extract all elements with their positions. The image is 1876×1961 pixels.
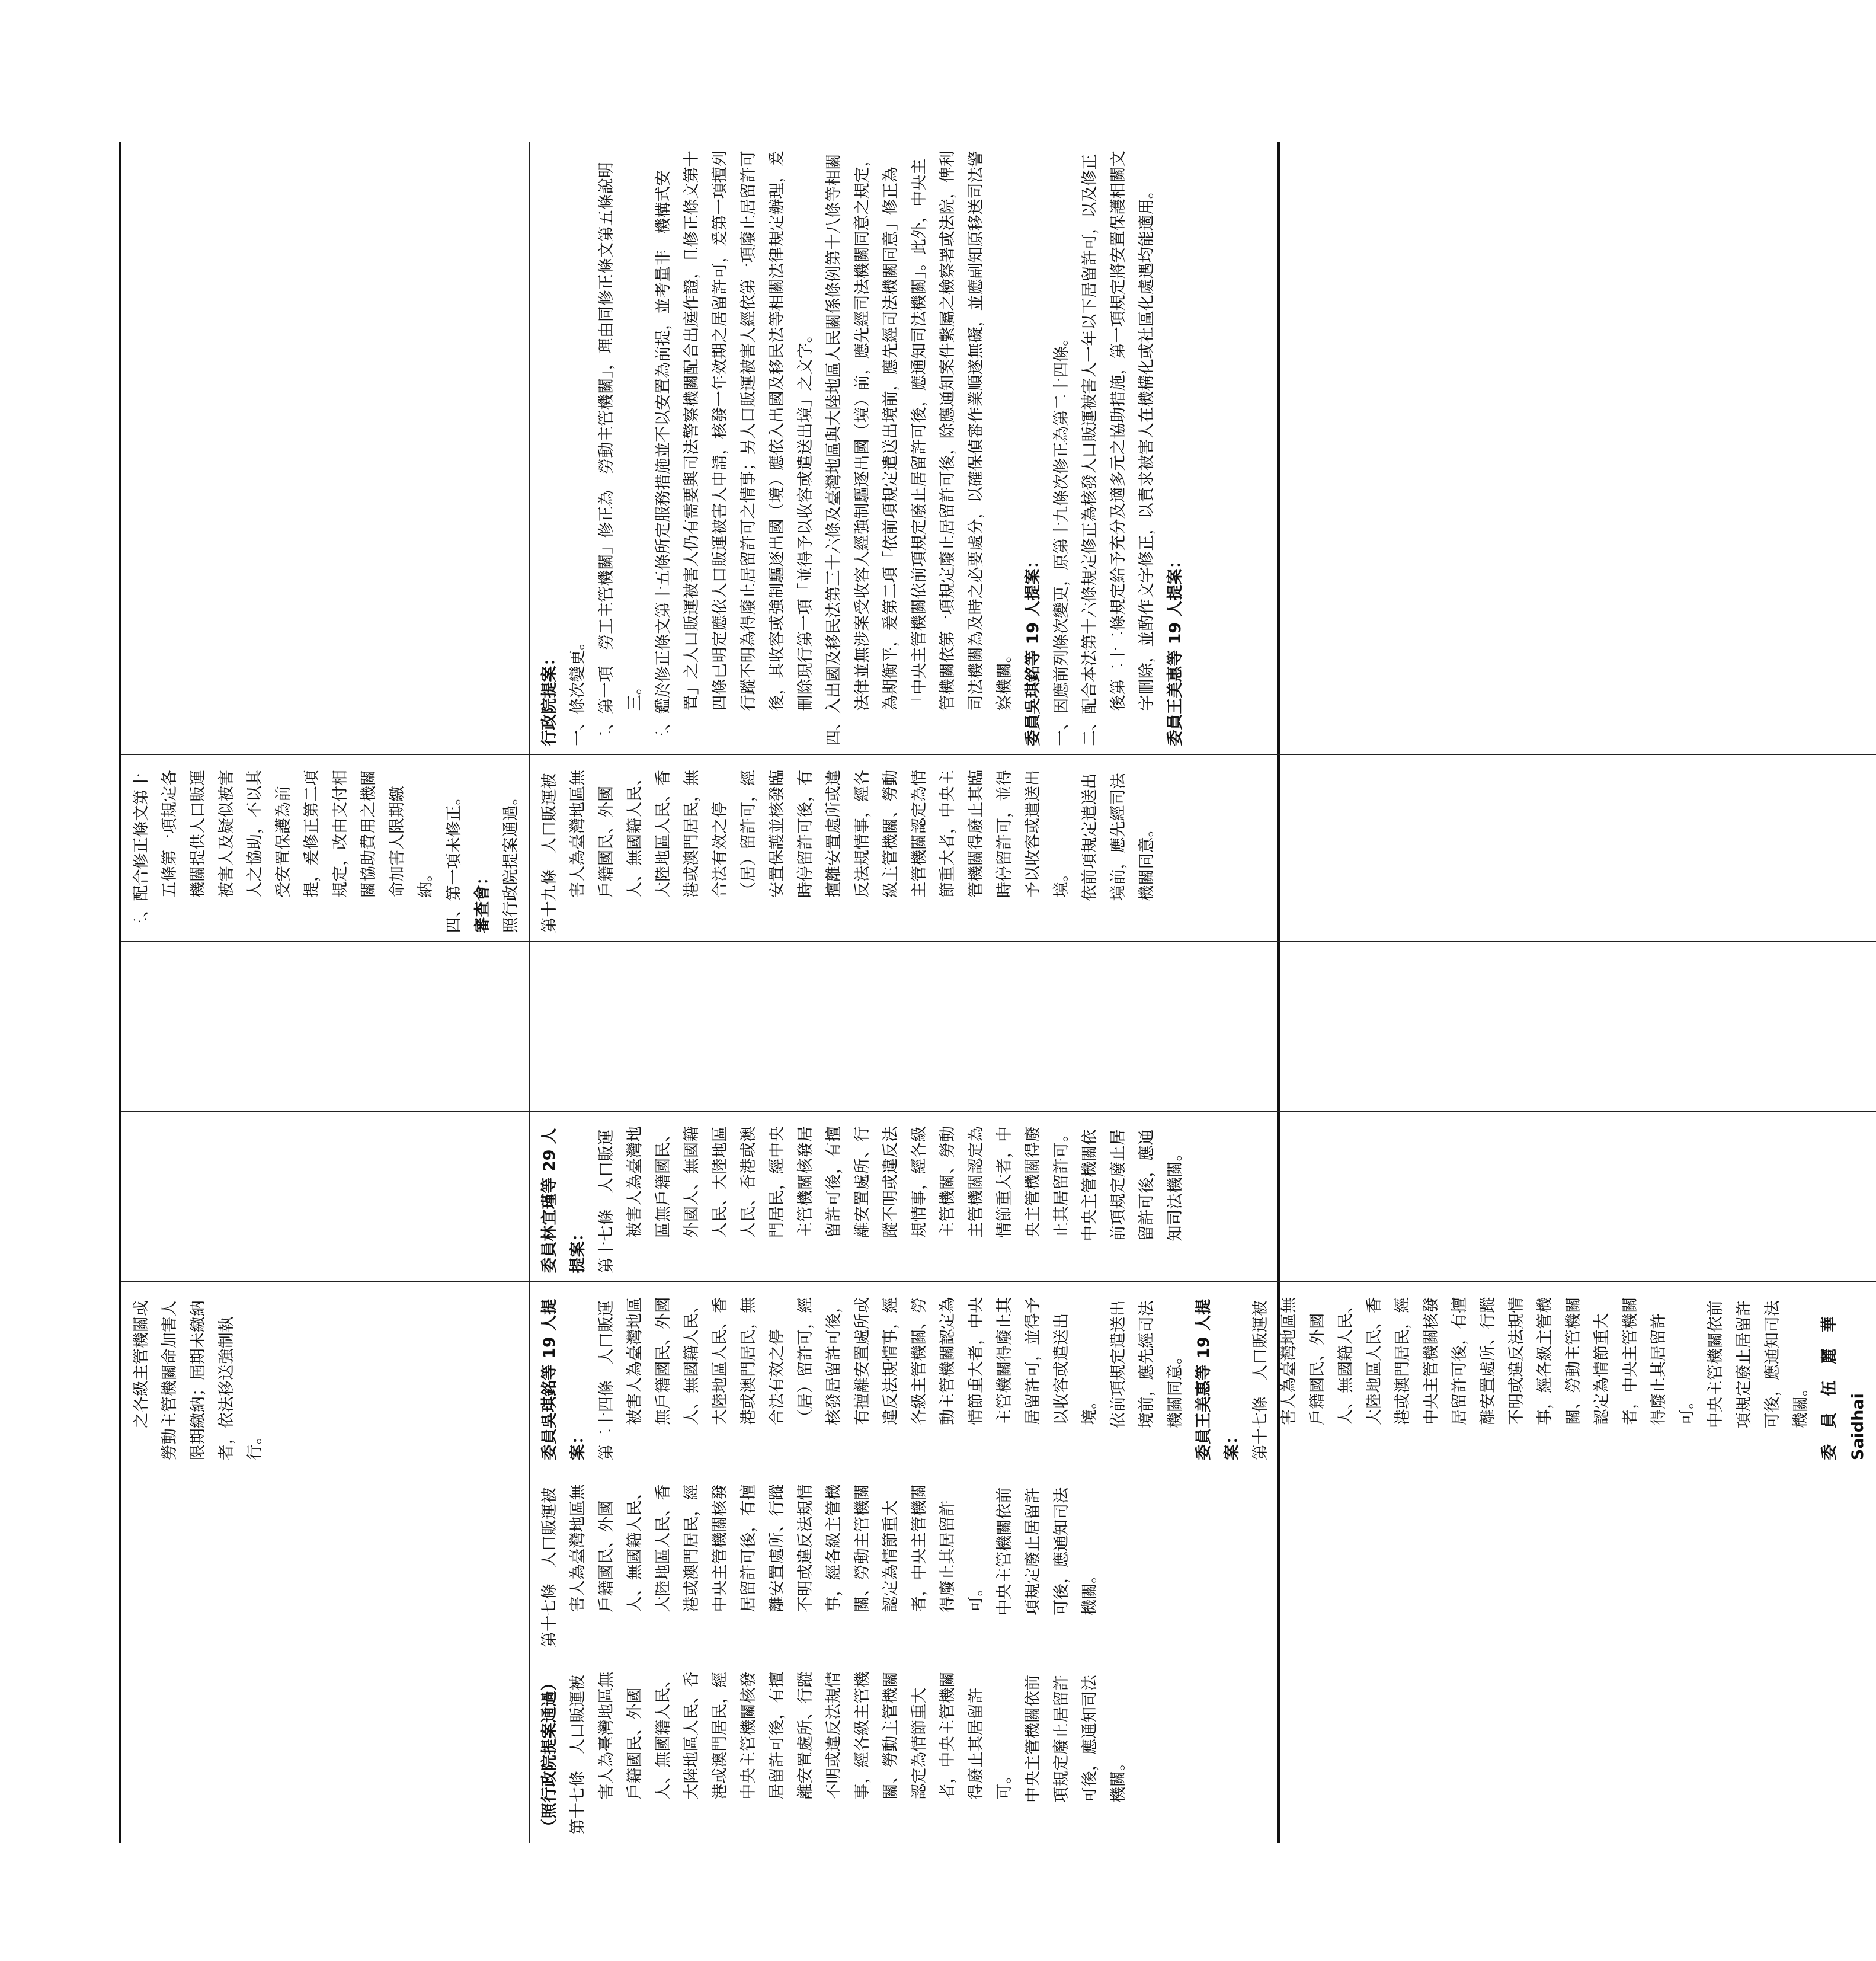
proposal-heading: 行政院提案： [540,650,559,746]
current-law-text: 依前項規定遣送出境前，應先經司法機關同意。 [1081,773,1156,901]
cell-r1-c3 [121,1282,530,1469]
proposal-heading: 委員吳琪銘等 19 人提案： [540,1298,587,1461]
cell-r2-c3 [530,1282,1876,1469]
comparison-table-frame [119,142,1867,1843]
article-text: 依前項規定遣送出境前，應先經司法機關同意。 [1109,1300,1184,1429]
cell-r2-c1 [530,1656,1876,1843]
comparison-table [121,142,1876,1843]
proposal-heading: 委員王美惠等 19 人提案： [1195,1298,1241,1461]
review-text: 照行政院提案通過。 [502,789,520,933]
proposal-heading: 委員林宜瑾等 29 人提案： [540,1128,587,1274]
cell-r2-c2 [530,1469,1876,1656]
article-text: 中央主管機關依前項規定廢止居留許可後，應通知司法機關。 [1707,1300,1810,1429]
cell-r2-c4 [530,1112,1876,1282]
article-text: 中央主管機關依前項規定廢止居留許可後，應通知司法機關。 [1081,1129,1184,1242]
note-item: 四、入出國及移民法第三十六條及臺灣地區與大陸地區人民關係條例第十八條等相關法律並無涉案受收容人經強制驅逐出國（境）前，應先經司法機關同意之規定，為期衡平，爰第二項「依前項規定遣送出境前，應先經司法機關同意」修正為「中央主管機關依前項規定廢止居留許可後，應通知司法機關」。此外，中央主管機關依第一項規定廢止居留許可後，除應通知案件繫屬之檢察署或法院，俾利司法機關為及時之必要處分，以確保偵審作業順遂無礙，並應副知原移送司法警察機關。 [825,151,1014,746]
proposal-heading: 委員王美惠等 19 人提案： [1166,552,1184,746]
table-row [121,142,530,1843]
resolution-heading: （照行政院提案通過） [540,1675,559,1835]
article-text: 第十七條 人口販運被害人為臺灣地區無戶籍國民、外國人、無國籍人民、大陸地區人民、香港或澳門居民，經中央主管機關核發居留許可後，有擅離安置處所、行蹤不明或違反法規情事，經各級主管機關、勞動主管機關認定為情節重大者，中央主管機關得廢止其居留許可。 [597,1126,1071,1274]
table-row [530,142,1876,1843]
cell-r1-c6 [121,754,530,942]
article-text: 中央主管機關依前項規定廢止居留許可後，應通知司法機關。 [1024,1675,1128,1803]
cell-r1-c5 [121,942,530,1112]
note-item: 一、條次變更。 [569,634,587,746]
note-item: 二、配合本法第十六條規定修正為核發人口販運被害人一年以下居留許可，以及修正後第二十二條規定給予充分及適多元之協助措施，第一項規定將安置保護相關文字刪除，並酌作文字修正，以責求被害人在機構化或社區化處遇均能適用。 [1081,151,1156,746]
note-item: 二、第一項「勞工主管機關」修正為「勞動主管機關」，理由同修正條文第五條說明三。 [597,162,644,746]
proposal-heading: 委 員 伍 麗 華 Saidhai [1820,1300,1867,1461]
cell-text: 之各級主管機關或勞動主管機關命加害人限期繳納；屆期未繳納者，依法移送強制執行。 [132,1300,264,1461]
proposal-heading: 委員吳琪銘等 19 人提案： [1024,552,1042,746]
article-text: 中央主管機關依前項規定廢止居留許可後，應通知司法機關。 [995,1487,1099,1615]
note-item: 三、配合修正條文第十五條第一項規定各機關提供人口販運被害人及疑似被害人之協助，不以其受安置保護為前提，爰修正第二項規定，改由支付相關協助費用之機關命加害人限期繳納。 [132,770,435,933]
cell-r2-c7 [530,142,1876,754]
cell-r1-c1 [121,1656,530,1843]
note-item: 四、第一項未修正。 [445,789,463,933]
cell-r2-c5 [530,942,1876,1112]
cell-r2-c6 [530,754,1876,942]
review-heading: 審查會： [473,869,492,933]
note-item: 一、因應前列條次變更，原第十九條次修正為第二十四條。 [1052,330,1071,746]
current-law-text: 第十九條 人口販運被害人為臺灣地區無戶籍國民、外國人、無國籍人民、大陸地區人民、香港或澳門居民，無合法有效之停（居）留許可，經安置保護並核發臨時停留許可後，有擅離安置處所或違反法規情事，經各級主管機關、勞動主管機關認定為情節重大者，中央主管機關得廢止其臨時停留許可，並得予以收容或遣送出境。 [540,770,1071,933]
article-text: 第十七條 人口販運被害人為臺灣地區無戶籍國民、外國人、無國籍人民、大陸地區人民、香港或澳門居民，經中央主管機關核發居留許可後，有擅離安置處所、行蹤不明或違反法規情事，經各級主管機關、勞動主管機關認定為情節重大者，中央主管機關得廢止其居留許可。 [540,1484,985,1648]
note-item: 三、鑑於修正條文第十五條所定服務措施並不以安置為前提，並考量非「機構式安置」之人口販運被害人仍有需要與司法警察機關配合出庭作證，且修正條文第十四條已明定應依人口販運被害人申請，核發一年效期之居留許可，爰第一項擅列行蹤不明為得廢止居留許可之情事；另人口販運被害人經依第一項廢止居留許可後，其收容或強制驅逐出國（境）應依入出國及移民法等相關法律規定辦理，爰刪除現行第一項「並得予以收容或遣送出境」之文字。 [654,151,815,746]
cell-r1-c4 [121,1112,530,1282]
cell-r1-c2 [121,1469,530,1656]
article-text: 第十七條 人口販運被害人為臺灣地區無戶籍國民、外國人、無國籍人民、大陸地區人民、香港或澳門居民，經中央主管機關核發居留許可後，有擅離安置處所、行蹤不明或違反法規情事，經各級主管機關、勞動主管機關認定為情節重大者，中央主管機關得廢止其居留許可。 [1251,1297,1696,1461]
cell-r1-c7 [121,142,530,754]
article-text: 第十七條 人口販運被害人為臺灣地區無戶籍國民、外國人、無國籍人民、大陸地區人民、香港或澳門居民，經中央主管機關核發居留許可後，有擅離安置處所、行蹤不明或違反法規情事，經各級主管機關、勞動主管機關認定為情節重大者，中央主管機關得廢止其居留許可。 [569,1671,1014,1835]
article-text: 第二十四條 人口販運被害人為臺灣地區無戶籍國民、外國人、無國籍人民、大陸地區人民、香港或澳門居民，無合法有效之停（居）留許可，經核發居留許可後，有擅離安置處所或違反法規情事，經各級主管機關、勞動主管機關認定為情節重大者，中央主管機關得廢止其居留許可，並得予以收容或遣送出境。 [597,1297,1099,1461]
